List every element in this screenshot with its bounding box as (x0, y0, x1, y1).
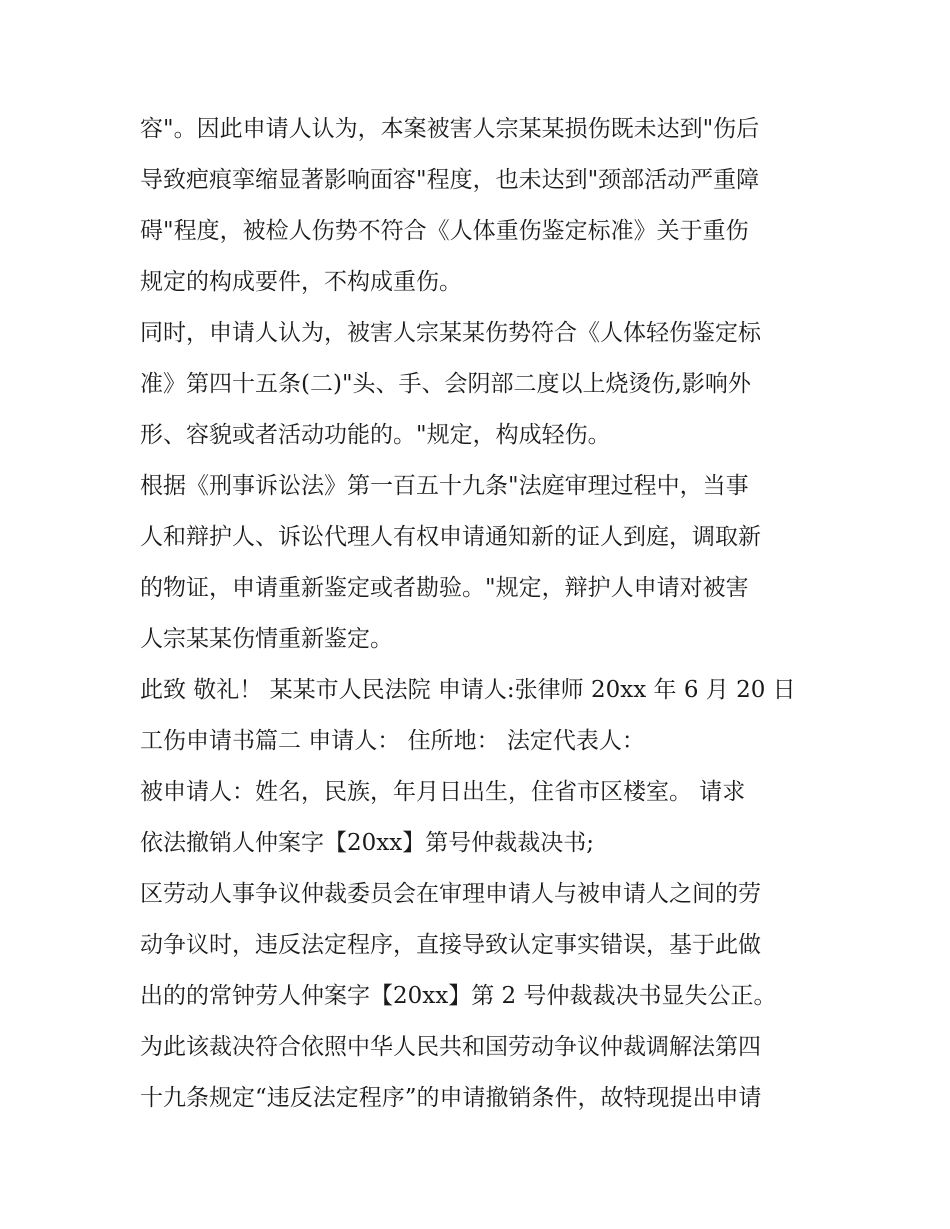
text-line: 为此该裁决符合依照中华人民共和国劳动争议仲裁调解法第四 (140, 1034, 761, 1060)
text-line: 碍"程度，被检人伤势不符合《人体重伤鉴定标准》关于重伤 (140, 218, 749, 244)
text-line: 导致疤痕挛缩显著影响面容"程度，也未达到"颈部活动严重障 (140, 167, 760, 193)
text-line: 容"。因此申请人认为，本案被害人宗某某损伤既未达到"伤后 (140, 116, 760, 142)
text-line: 工伤申请书篇二 申请人： 住所地： 法定代表人： (140, 728, 645, 754)
text-line: 被申请人：姓名，民族，年月日出生，住省市区楼室。 请求 (140, 779, 746, 805)
text-line: 十九条规定“违反法定程序”的申请撤销条件，故特现提出申请 (140, 1085, 762, 1111)
text-line: 区劳动人事争议仲裁委员会在审理申请人与被申请人之间的劳 (140, 881, 761, 907)
text-line: 规定的构成要件，不构成重伤。 (140, 269, 462, 295)
text-line: 形、容貌或者活动功能的。"规定，构成轻伤。 (140, 422, 611, 448)
text-line: 的物证，申请重新鉴定或者勘验。"规定，辩护人申请对被害 (140, 575, 749, 601)
text-line: 同时，申请人认为，被害人宗某某伤势符合《人体轻伤鉴定标 (140, 320, 761, 346)
document-body (140, 104, 820, 1124)
text-line: 依法撤销人仲案字【20xx】第号仲裁裁决书; (140, 830, 594, 856)
text-line: 出的的常钟劳人仲案字【20xx】第 2 号仲裁裁决书显失公正。 (140, 983, 777, 1009)
text-line: 此致 敬礼！ 某某市人民法院 申请人:张律师 20xx 年 6 月 20 日 (140, 677, 796, 703)
text-line: 根据《刑事诉讼法》第一百五十九条"法庭审理过程中，当事 (140, 473, 749, 499)
text-line: 动争议时，违反法定程序，直接导致认定事实错误，基于此做 (140, 932, 761, 958)
text-line: 准》第四十五条(二)"头、手、会阴部二度以上烧烫伤,影响外 (140, 371, 751, 397)
text-line: 人和辩护人、诉讼代理人有权申请通知新的证人到庭，调取新 (140, 524, 761, 550)
text-line: 人宗某某伤情重新鉴定。 (140, 626, 393, 652)
